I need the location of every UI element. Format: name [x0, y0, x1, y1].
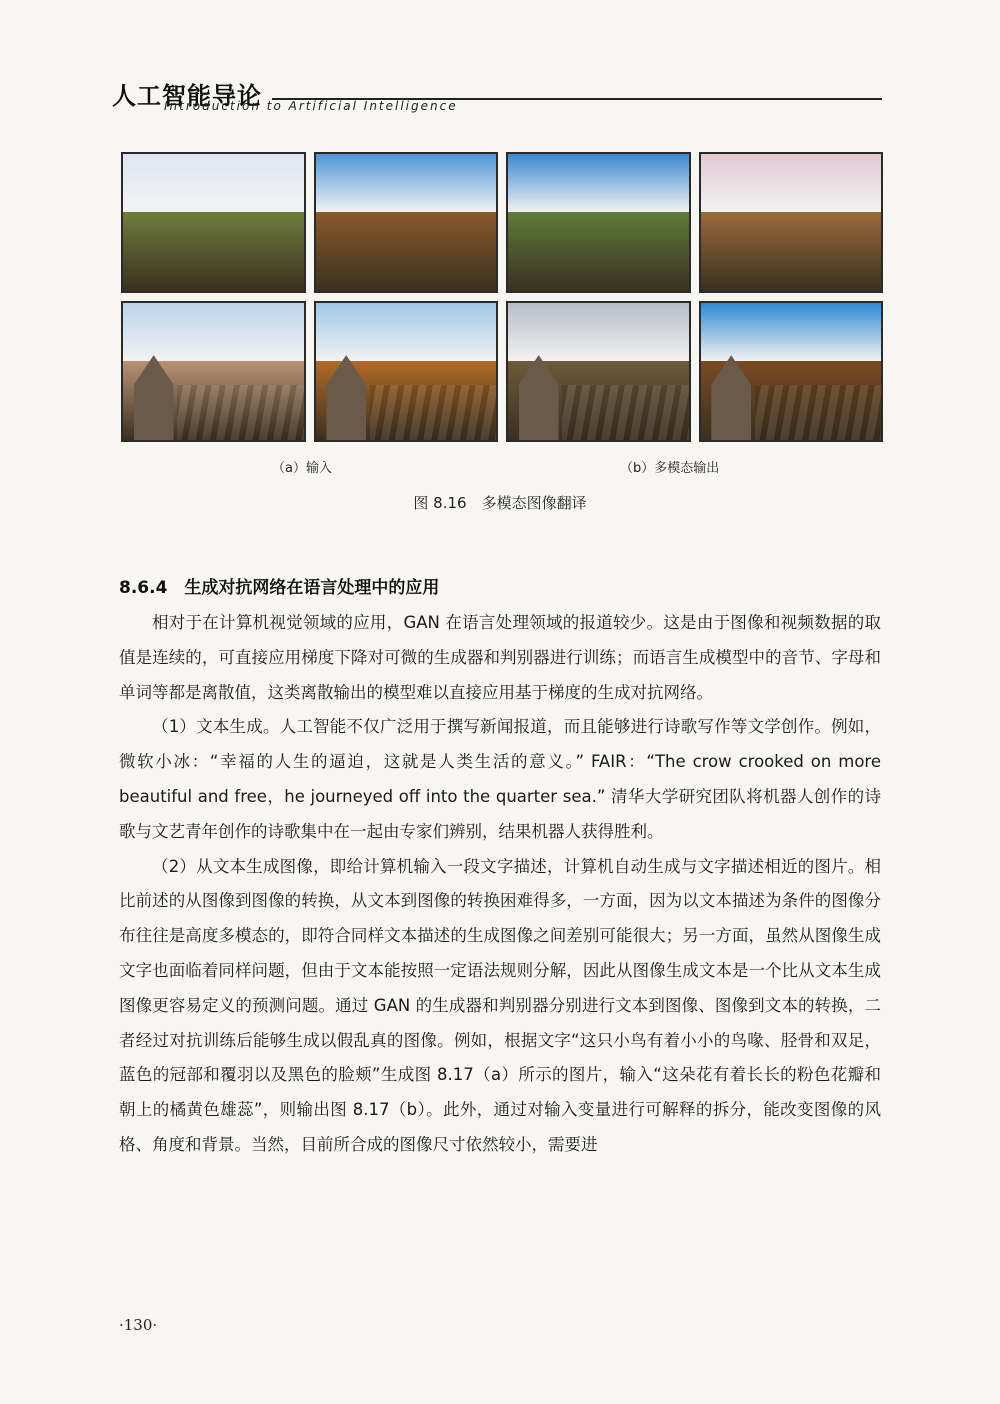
- photo-sky: [123, 154, 304, 212]
- figure-photo-city-output-2: [506, 301, 691, 442]
- photo-sky: [316, 154, 497, 212]
- photo-sky: [701, 154, 882, 212]
- figure-photo-landscape-output-1: [314, 152, 499, 293]
- figure-label-a: （a）输入: [272, 461, 332, 476]
- photo-sky: [508, 303, 689, 361]
- figure-image-grid: [121, 152, 883, 442]
- photo-roofs: [370, 385, 496, 440]
- figure-caption: 图 8.16 多模态图像翻译: [413, 494, 587, 512]
- figure-photo-city-input: [121, 301, 306, 442]
- photo-land: [316, 212, 497, 291]
- figure-photo-landscape-output-2: [506, 152, 691, 293]
- running-header: [112, 72, 882, 116]
- body-text: [119, 606, 881, 1163]
- page-number: ·130·: [119, 1316, 158, 1334]
- photo-land: [508, 212, 689, 291]
- paragraph: （1）文本生成。人工智能不仅广泛用于撰写新闻报道，而且能够进行诗歌写作等文学创作。例如，微软小冰：“幸福的人生的逼迫，这就是人类生活的意义。” FAIR：“The crow crooked on more beautiful and free，he journeyed off into the quarter sea.” 清华大学研究团队将机器人创作的诗歌与文艺青年创作的诗歌集中在一起由专家们辨别，结果机器人获得胜利。: [119, 717, 881, 841]
- logo-text: 人工智能导论: [112, 82, 262, 110]
- paragraph: （2）从文本生成图像，即给计算机输入一段文字描述，计算机自动生成与文字描述相近的图片。相比前述的从图像到图像的转换，从文本到图像的转换困难得多，一方面，因为以文本描述为条件的图像分布往往是高度多模态的，即符合同样文本描述的生成图像之间差别可能很大；另一方面，虽然从图像生成文字也面临着同样问题，但由于文本能按照一定语法规则分解，因此从图像生成文本是一个比从文本生成图像更容易定义的预测问题。通过 GAN 的生成器和判别器分别进行文本到图像、图像到文本的转换，二者经过对抗训练后能够生成以假乱真的图像。例如，根据文字“这只小鸟有着小小的鸟喙、胫骨和双足，蓝色的冠部和覆羽以及黑色的脸颊”生成图 8.17（a）所示的图片，输入“这朵花有着长长的粉色花瓣和朝上的橘黄色雄蕊”，则输出图 8.17（b）。此外，通过对输入变量进行可解释的拆分，能改变图像的风格、角度和背景。当然，目前所合成的图像尺寸依然较小，需要进: [119, 856, 881, 1154]
- figure-photo-landscape-output-3: [699, 152, 884, 293]
- figure-label-b: （b）多模态输出: [620, 461, 720, 476]
- photo-roofs: [562, 385, 688, 440]
- photo-sky: [508, 154, 689, 212]
- photo-roofs: [177, 385, 303, 440]
- header-subtitle: Introduction to Artificial Intelligence: [164, 99, 458, 113]
- section-heading: 8.6.4 生成对抗网络在语言处理中的应用: [119, 578, 440, 598]
- photo-sky: [701, 303, 882, 361]
- figure-photo-city-output-3: [699, 301, 884, 442]
- paragraph: 相对于在计算机视觉领域的应用，GAN 在语言处理领域的报道较少。这是由于图像和视频数据的取值是连续的，可直接应用梯度下降对可微的生成器和判别器进行训练；而语言生成模型中的音节、字母和单词等都是离散值，这类离散输出的模型难以直接应用基于梯度的生成对抗网络。: [119, 613, 881, 702]
- photo-sky: [316, 303, 497, 361]
- figure-photo-city-output-1: [314, 301, 499, 442]
- photo-land: [123, 212, 304, 291]
- photo-roofs: [755, 385, 881, 440]
- figure-photo-landscape-input: [121, 152, 306, 293]
- photo-sky: [123, 303, 304, 361]
- photo-land: [701, 212, 882, 291]
